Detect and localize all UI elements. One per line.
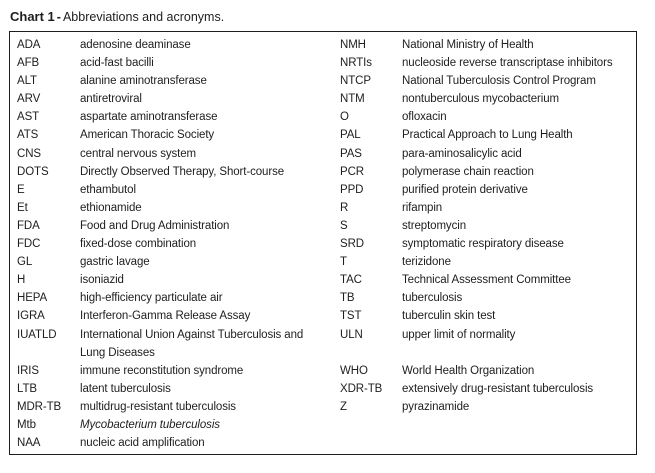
abbr-left: IGRA — [17, 310, 45, 323]
table-row — [17, 326, 632, 344]
def-left: immune reconstitution syndrome — [80, 364, 244, 377]
def-left: International Union Against Tuberculosis and — [80, 328, 304, 341]
def-left: nucleic acid amplification — [80, 437, 205, 450]
def-right: nontuberculous mycobacterium — [402, 93, 560, 106]
abbr-left: IRIS — [17, 364, 39, 377]
table-row — [17, 163, 632, 181]
abbr-left: Et — [17, 201, 28, 214]
table-row — [17, 90, 632, 108]
abbr-right: NMH — [340, 39, 366, 51]
abbr-left: E — [17, 183, 25, 196]
def-left: ethionamide — [80, 201, 142, 214]
def-right: streptomycin — [402, 219, 466, 232]
abbr-right: O — [340, 111, 349, 124]
def-left: acid-fast bacilli — [80, 57, 154, 70]
def-right: extensively drug-resistant tuberculosis — [402, 382, 594, 395]
abbr-left: Mtb — [17, 418, 36, 431]
def-right: tuberculosis — [402, 292, 463, 305]
def-left: high-efficiency particulate air — [80, 292, 223, 305]
abbr-right: PAL — [340, 129, 361, 142]
table-row — [17, 271, 632, 289]
def-right: purified protein derivative — [402, 183, 528, 196]
table-row — [17, 253, 632, 271]
def-left: fixed-dose combination — [80, 238, 197, 251]
def-left: central nervous system — [80, 147, 197, 160]
def-right: World Health Organization — [402, 364, 535, 377]
abbr-right: Z — [340, 400, 347, 413]
def-left: adenosine deaminase — [80, 39, 191, 51]
abbr-left: GL — [17, 256, 33, 269]
def-left: multidrug-resistant tuberculosis — [80, 400, 236, 413]
def-right: pyrazinamide — [402, 400, 470, 413]
abbr-right: TB — [340, 292, 355, 305]
table-row — [17, 362, 632, 380]
def-left: American Thoracic Society — [80, 129, 215, 142]
abbr-left: DOTS — [17, 165, 49, 178]
abbr-left: AFB — [17, 57, 40, 70]
def-left: isoniazid — [80, 274, 124, 287]
abbr-right: NTM — [340, 93, 365, 106]
table-row — [17, 416, 632, 434]
def-right: terizidone — [402, 256, 451, 269]
def-right: National Ministry of Health — [402, 39, 534, 51]
def-right: Practical Approach to Lung Health — [402, 129, 573, 142]
table-row — [17, 108, 632, 126]
abbr-right: ULN — [340, 328, 363, 341]
abbr-right: PPD — [340, 183, 364, 196]
def-right: tuberculin skin test — [402, 310, 496, 323]
def-right: National Tuberculosis Control Program — [402, 75, 596, 88]
abbr-left: NAA — [17, 437, 41, 450]
abbr-right: PAS — [340, 147, 362, 160]
table-row — [17, 126, 632, 144]
def-left: alanine aminotransferase — [80, 75, 207, 88]
abbr-left: AST — [17, 111, 40, 124]
abbr-left: FDC — [17, 238, 41, 251]
abbr-left: H — [17, 274, 26, 287]
def-right — [402, 434, 632, 452]
abbr-right: NTCP — [340, 75, 371, 88]
abbr-left: ADA — [17, 39, 41, 51]
def-right — [402, 416, 632, 434]
def-right — [402, 344, 632, 362]
abbr-right: NRTIs — [340, 57, 372, 70]
abbr-right: T — [340, 256, 347, 269]
abbr-left: MDR-TB — [17, 400, 62, 413]
table-row — [17, 289, 632, 307]
table-row — [17, 72, 632, 90]
abbr-left: HEPA — [17, 292, 48, 305]
table-row — [17, 307, 632, 325]
def-left: antiretroviral — [80, 93, 142, 106]
def-left: Interferon-Gamma Release Assay — [80, 310, 251, 323]
table-row — [17, 434, 632, 452]
table-row — [17, 181, 632, 199]
abbr-left: IUATLD — [17, 328, 57, 341]
def-left: ethambutol — [80, 183, 136, 196]
abbrev-grid — [17, 36, 632, 452]
abbr-right: S — [340, 219, 348, 232]
def-left: Lung Diseases — [80, 346, 155, 359]
def-right: nucleoside reverse transcriptase inhibitors — [402, 57, 613, 70]
def-right: upper limit of normality — [402, 328, 516, 341]
chart-title-text: Abbreviations and acronyms. — [62, 10, 225, 24]
chart-title — [10, 9, 224, 25]
abbr-left: ATS — [17, 129, 39, 142]
def-left: latent tuberculosis — [80, 382, 171, 395]
def-left: Mycobacterium tuberculosis — [80, 418, 220, 431]
abbr-left — [17, 344, 80, 362]
abbr-left: ARV — [17, 93, 41, 106]
abbr-right: TST — [340, 310, 362, 323]
abbr-left: ALT — [17, 75, 37, 88]
abbr-right: SRD — [340, 238, 364, 251]
def-left: aspartate aminotransferase — [80, 111, 218, 124]
chart-title-number: Chart 1 — [10, 9, 55, 24]
def-left: Food and Drug Administration — [80, 219, 230, 232]
table-row — [17, 344, 632, 362]
def-right: Technical Assessment Committee — [402, 274, 571, 287]
table-row — [17, 54, 632, 72]
def-right: para-aminosalicylic acid — [402, 147, 522, 160]
abbr-left: FDA — [17, 219, 40, 232]
table-row — [17, 380, 632, 398]
chart-title-separator: - — [56, 10, 61, 24]
table-row — [17, 217, 632, 235]
abbreviations-table — [9, 31, 637, 455]
abbr-right — [340, 344, 402, 362]
def-right: ofloxacin — [402, 111, 447, 124]
abbr-right: XDR-TB — [340, 382, 383, 395]
def-left: gastric lavage — [80, 256, 150, 269]
table-row — [17, 36, 632, 54]
abbr-left: CNS — [17, 147, 41, 160]
table-row — [17, 235, 632, 253]
def-right: rifampin — [402, 201, 443, 214]
abbr-right: WHO — [340, 364, 368, 377]
table-row — [17, 145, 632, 163]
table-row — [17, 199, 632, 217]
abbr-right — [340, 416, 402, 434]
def-right: symptomatic respiratory disease — [402, 238, 564, 251]
abbr-right: TAC — [340, 274, 362, 287]
abbr-right — [340, 434, 402, 452]
def-left: Directly Observed Therapy, Short-course — [80, 165, 285, 178]
table-row — [17, 398, 632, 416]
abbr-right: R — [340, 201, 349, 214]
abbr-left: LTB — [17, 382, 37, 395]
def-right: polymerase chain reaction — [402, 165, 534, 178]
abbr-right: PCR — [340, 165, 364, 178]
